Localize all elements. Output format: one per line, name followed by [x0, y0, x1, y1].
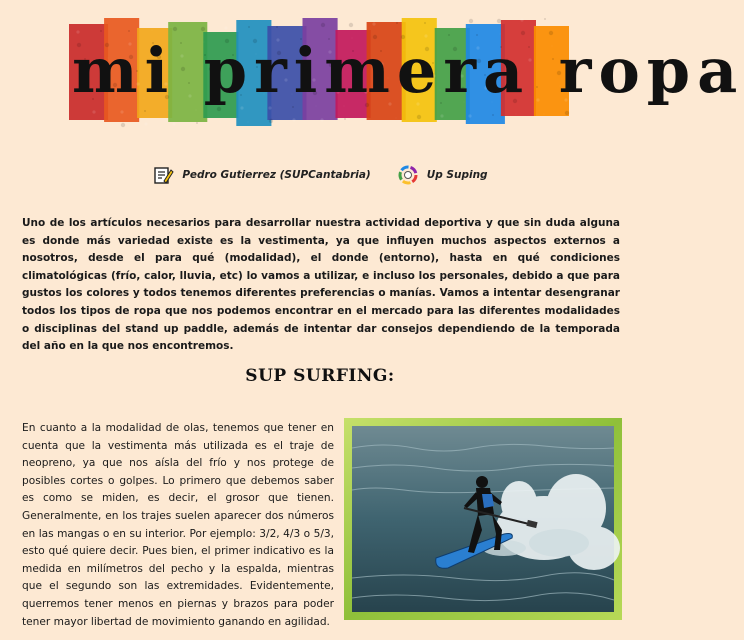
banner-grunge-speck: [121, 123, 125, 127]
edit-note-icon: [152, 164, 174, 186]
banner-grunge-speck: [516, 114, 517, 115]
banner-grunge-speck: [224, 26, 227, 29]
banner-grunge-speck: [128, 30, 130, 32]
banner-grunge-speck: [201, 27, 205, 31]
banner-grunge-speck: [497, 19, 501, 23]
banner-grunge-speck: [300, 26, 301, 27]
banner-grunge-speck: [217, 107, 221, 111]
banner-grunge-speck: [92, 110, 95, 113]
author-name[interactable]: Pedro Gutierrez (SUPCantabria): [182, 169, 371, 181]
intro-paragraph: Uno de los artículos necesarios para desarrollar nuestra actividad deportiva y que sin duda alguna es donde más variedad existe es la vestimenta, ya que influyen muchos aspectos externos a nosotros, desde el para qué (modalidad), el donde (entorno), hasta en qué condiciones climatológicas (frío, calor, lluvia, etc) lo vamos a utilizar, e incluso los personales, debido a que para gustos los colores y todos tenemos diferentes preferencias o manías. Vamos a intentar desengranar todos los tipos de ropa que nos podemos encontrar en el mercado para las diferentes modalidades o disciplinas del stand up paddle, además de intentar dar consejos dependiendo de la temporada del año en la que nos encontremos.: [22, 217, 620, 353]
banner-grunge-speck: [468, 114, 471, 117]
banner-grunge-speck: [100, 18, 101, 19]
banner-grunge-speck: [520, 18, 523, 21]
banner-grunge-speck: [173, 27, 177, 31]
banner-grunge-speck: [292, 118, 295, 121]
banner-grunge-speck: [448, 22, 449, 23]
banner-grunge-speck: [396, 22, 398, 24]
banner-grunge-speck: [144, 122, 147, 125]
banner-grunge-speck: [372, 22, 375, 25]
banner-grunge-speck: [248, 26, 250, 28]
banner-grunge-speck: [152, 30, 153, 31]
banner-grunge-speck: [565, 111, 569, 115]
title-banner: [72, 18, 744, 126]
banner-grunge-speck: [196, 122, 198, 124]
banner-grunge-speck: [220, 122, 221, 123]
banner-grunge-speck: [344, 118, 346, 120]
surfing-photo: [344, 418, 622, 620]
banner-grunge-speck: [424, 22, 426, 24]
banner-grunge-speck: [396, 118, 397, 119]
banner-grunge-speck: [368, 118, 369, 119]
banner-grunge-speck: [248, 122, 249, 123]
colorful-ring-logo-icon: [397, 164, 419, 186]
publication-name[interactable]: Up Suping: [426, 169, 488, 181]
banner-grunge-speck: [321, 23, 325, 27]
banner-grunge-speck: [72, 18, 73, 19]
banner-grunge-speck: [144, 110, 146, 112]
banner-grunge-speck: [172, 122, 175, 125]
banner-grunge-speck: [120, 110, 123, 113]
banner-grunge-speck: [544, 18, 546, 20]
banner-grunge-speck: [269, 119, 273, 123]
banner-grunge-speck: [276, 26, 278, 28]
banner-grunge-speck: [544, 114, 545, 115]
banner-grunge-speck: [196, 110, 197, 111]
banner-grunge-speck: [440, 114, 443, 117]
banner-grunge-speck: [100, 30, 102, 32]
banner-grunge-speck: [320, 118, 323, 121]
section-body: En cuanto a la modalidad de olas, tenemos que tener en cuenta que la vestimenta más utilizada es el traje de neopreno, ya que nos aísla del frío y nos protege de posibles cortes o golpes. Lo primero que debemos saber es como se miden, es decir, el grosor que tienen. Generalmente, en los trajes suelen aparecer dos números en las mangas o en su interior. Por ejemplo: 3/2, 4/3 o 5/3, esto qué quiere decir. Pues bien, el primer indicativo es la medida en milímetros del pecho y la espalda, mientras que el segundo son las extremidades. Evidentemente, querremos tener menos en piernas y brazos para poder tener mayor libertad de movimiento ganando en agilidad.: [22, 422, 334, 628]
page-title: mi primera ropa: [72, 34, 744, 107]
banner-grunge-speck: [349, 23, 353, 27]
banner-grunge-speck: [417, 115, 421, 119]
banner-grunge-speck: [168, 110, 169, 111]
byline: [0, 162, 640, 188]
banner-grunge-speck: [492, 114, 494, 116]
banner-grunge-speck: [469, 19, 473, 23]
section-heading: SUP SURFING:: [245, 366, 395, 386]
